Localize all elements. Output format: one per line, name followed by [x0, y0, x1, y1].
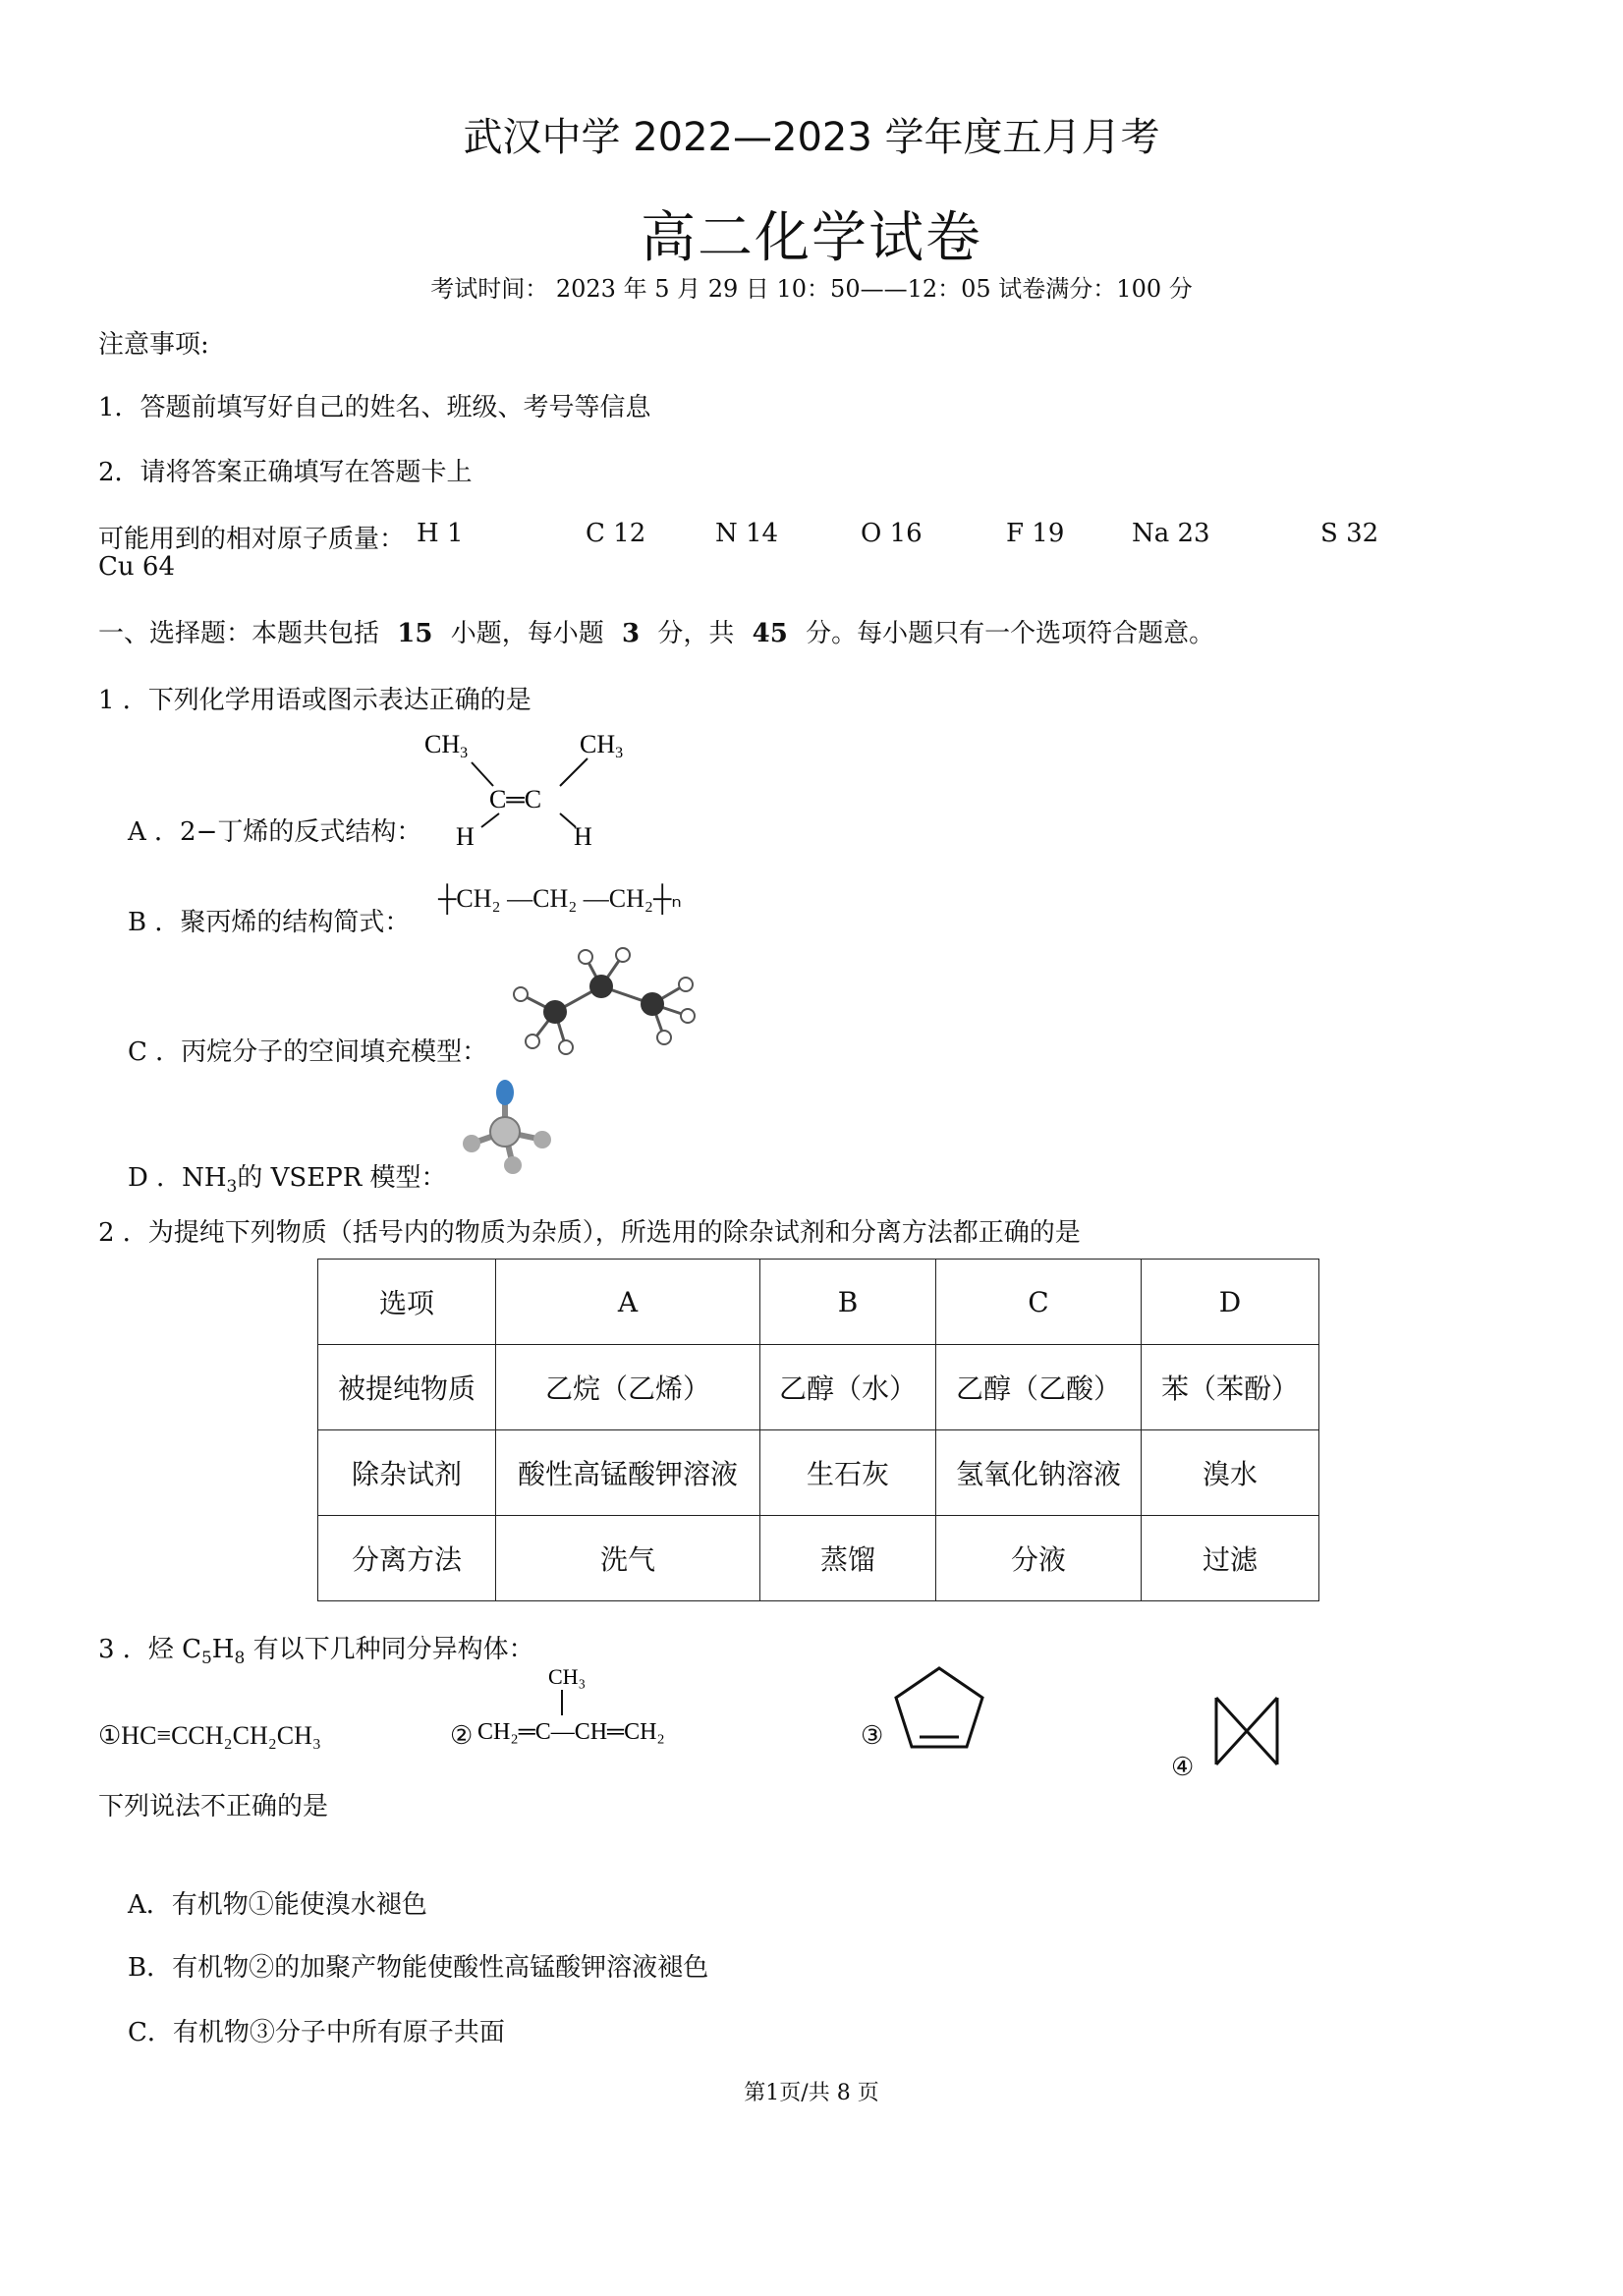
section1-text: 分，共	[657, 619, 735, 648]
mass-cu: Cu 64	[98, 552, 175, 582]
mass-o: O 16	[861, 519, 923, 548]
table-cell: A	[496, 1260, 760, 1345]
nh3-vsepr-model	[454, 1079, 562, 1177]
atomic-masses-label: 可能用到的相对原子质量：	[98, 525, 406, 554]
mass-na: Na 23	[1132, 519, 1210, 548]
notes-heading: 注意事项:	[98, 330, 209, 360]
table-cell: 过滤	[1142, 1516, 1319, 1601]
q3-stem-text: H	[211, 1635, 235, 1664]
subscript: 5	[200, 1649, 212, 1669]
table-cell: 分离方法	[318, 1516, 496, 1601]
q2-stem: 2 ．为提纯下列物质（括号内的物质为杂质），所选用的除杂试剂和分离方法都正确的是	[98, 1218, 1081, 1248]
q1-stem: 1 ．下列化学用语或图示表达正确的是	[98, 686, 532, 715]
table-cell: D	[1142, 1260, 1319, 1345]
mass-n: N 14	[715, 519, 779, 548]
cyclopentene-structure	[888, 1660, 996, 1759]
q1-option-d-text: D ．NH	[128, 1163, 227, 1193]
table-row	[318, 1260, 1319, 1345]
q3-stem	[98, 1629, 534, 1668]
q3-option-c: C．有机物③分子中所有原子共面	[128, 2018, 505, 2047]
polypropylene-formula: ┼CH₂ —CH₂ —CH₂┼ₙ	[438, 884, 682, 913]
mass-f: F 19	[1006, 519, 1065, 548]
structure-label: C═C	[489, 785, 542, 813]
table-cell: 乙醇（乙酸）	[936, 1345, 1142, 1430]
table-cell: 蒸馏	[760, 1516, 936, 1601]
note-item-2: 2．请将答案正确填写在答题卡上	[98, 458, 473, 487]
q1-option-a: A ．2−丁烯的反式结构：	[128, 817, 422, 847]
isomer-2-label: ②	[450, 1721, 474, 1751]
table-cell: 分液	[936, 1516, 1142, 1601]
propane-ball-stick-model	[501, 945, 707, 1063]
mass-s: S 32	[1320, 519, 1379, 548]
q1-option-d	[128, 1157, 447, 1197]
exam-meta: 考试时间： 2023 年 5 月 29 日 10：50——12：05 试卷满分：100 分	[430, 275, 1193, 303]
structure-label: H	[574, 822, 592, 847]
isomer-2-chain: CH₂═C—CH═CH₂	[477, 1719, 665, 1745]
note-item-1: 1．答题前填写好自己的姓名、班级、考号等信息	[98, 393, 651, 422]
table-cell: 选项	[318, 1260, 496, 1345]
page-footer: 第1页/共 8 页	[744, 2081, 879, 2105]
table-cell: 酸性高锰酸钾溶液	[496, 1430, 760, 1516]
structure-label: CH3	[424, 730, 469, 761]
section1-total: 45	[752, 619, 788, 648]
q1-option-d-text: 的 VSEPR 模型：	[237, 1163, 447, 1193]
q1-option-c: C ．丙烷分子的空间填充模型：	[128, 1037, 488, 1067]
mass-c: C 12	[586, 519, 646, 548]
table-cell: 乙烷（乙烯）	[496, 1345, 760, 1430]
subscript: 3	[226, 1177, 238, 1198]
isomer-1: ①HC≡CCH₂CH₂CH₃	[98, 1721, 321, 1750]
section1-text: 小题，每小题	[450, 619, 604, 648]
subscript: 8	[234, 1649, 246, 1669]
mass-h: H 1	[417, 519, 464, 548]
section1-text: 一、选择题：本题共包括	[98, 619, 380, 648]
structure-label: H	[456, 822, 475, 847]
exam-title: 高二化学试卷	[641, 206, 982, 270]
q3-stem-text: 有以下几种同分异构体：	[245, 1635, 534, 1664]
table-cell: 乙醇（水）	[760, 1345, 936, 1430]
table-row	[318, 1345, 1319, 1430]
isomer-4-label: ④	[1171, 1753, 1195, 1782]
table-cell: C	[936, 1260, 1142, 1345]
section1-heading	[98, 613, 1214, 649]
table-cell: 生石灰	[760, 1430, 936, 1516]
section1-points: 3	[622, 619, 641, 648]
school-title: 武汉中学 2022—2023 学年度五月月考	[463, 115, 1160, 160]
section1-text: 分。每小题只有一个选项符合题意。	[806, 619, 1215, 648]
table-cell: 洗气	[496, 1516, 760, 1601]
table-cell: 溴水	[1142, 1430, 1319, 1516]
q3-stem-text: 3 ．烃 C	[98, 1635, 201, 1664]
structure-label: CH3	[580, 730, 624, 761]
bicyclic-isomer-structure	[1208, 1692, 1287, 1770]
isomer-3-label: ③	[861, 1721, 884, 1751]
isomer-2-structure	[477, 1660, 713, 1759]
q3-prompt: 下列说法不正确的是	[98, 1792, 329, 1821]
isomer-2-ch3: CH₃	[548, 1664, 587, 1689]
table-cell: 氢氧化钠溶液	[936, 1430, 1142, 1516]
table-cell: 被提纯物质	[318, 1345, 496, 1430]
table-cell: 苯（苯酚）	[1142, 1345, 1319, 1430]
table-cell: 除杂试剂	[318, 1430, 496, 1516]
table-cell: B	[760, 1260, 936, 1345]
purification-table	[317, 1259, 1319, 1601]
table-row	[318, 1516, 1319, 1601]
q3-option-a: A．有机物①能使溴水褪色	[128, 1890, 427, 1920]
q3-option-b: B．有机物②的加聚产物能使酸性高锰酸钾溶液褪色	[128, 1953, 709, 1983]
q1-option-b: B ．聚丙烯的结构简式：	[128, 908, 411, 937]
trans-2-butene-structure	[422, 729, 639, 847]
table-row	[318, 1430, 1319, 1516]
section1-count: 15	[397, 619, 433, 648]
